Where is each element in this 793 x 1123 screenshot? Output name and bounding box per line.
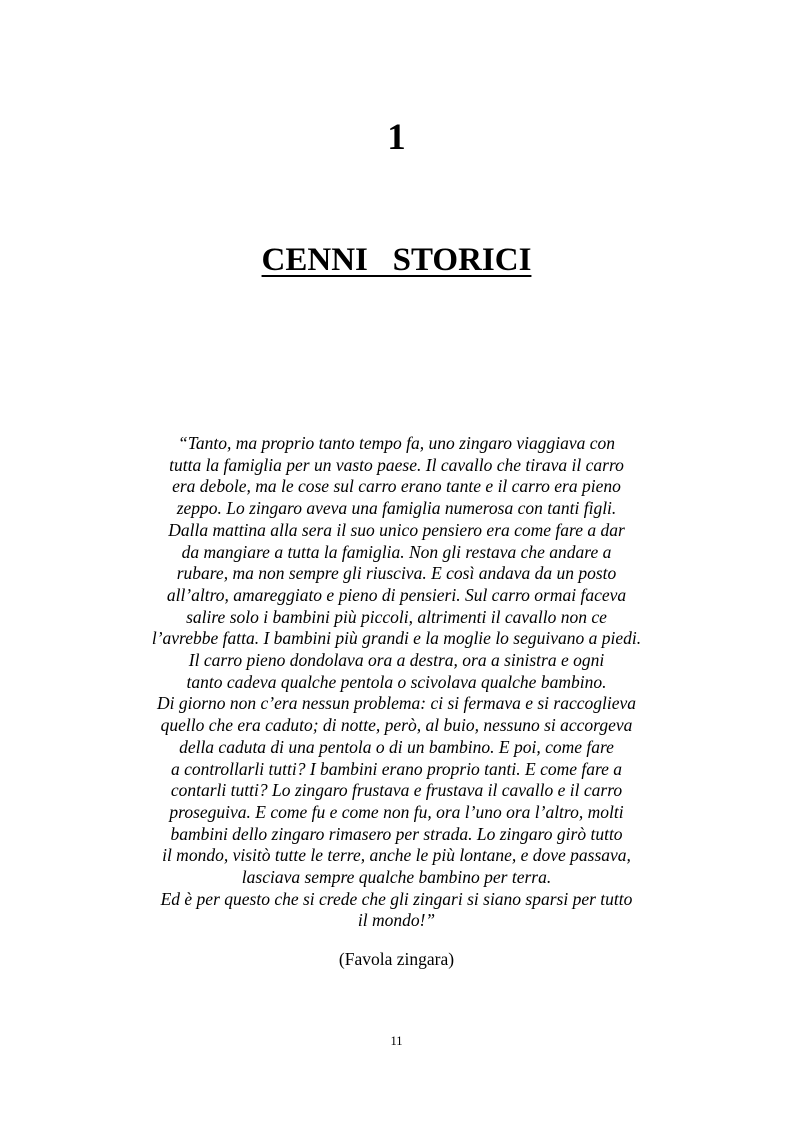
quote-line: contarli tutti? Lo zingaro frustava e frustava il cavallo e il carro bbox=[170, 780, 623, 801]
quote-line: salire solo i bambini più piccoli, altrimenti il cavallo non ce bbox=[186, 606, 607, 627]
quote-line: della caduta di una pentola o di un bambino. E poi, come fare bbox=[179, 736, 614, 757]
quote-attribution: (Favola zingara) bbox=[338, 949, 455, 969]
quote-line: Ed è per questo che si crede che gli zingari si siano sparsi per tutto bbox=[160, 888, 633, 909]
quote-line: zeppo. Lo zingaro aveva una famiglia numerosa con tanti figli. bbox=[176, 498, 617, 519]
quote-line: quello che era caduto; di notte, però, al buio, nessuno si accorgeva bbox=[160, 715, 633, 736]
quote-line: tanto cadeva qualche pentola o scivolava qualche bambino. bbox=[186, 671, 607, 692]
quote-line: Il carro pieno dondolava ora a destra, ora a sinistra e ogni bbox=[188, 650, 605, 671]
quote-line: Dalla mattina alla sera il suo unico pensiero era come fare a dar bbox=[168, 519, 625, 540]
page-number: 11 bbox=[390, 1034, 403, 1048]
quote-line: lasciava sempre qualche bambino per terra. bbox=[241, 867, 552, 888]
quote-line: proseguiva. E come fu e come non fu, ora l’uno ora l’altro, molti bbox=[169, 801, 624, 822]
quote-line: bambini dello zingaro rimasero per strada. Lo zingaro girò tutto bbox=[170, 823, 623, 844]
quote-line: tutta la famiglia per un vasto paese. Il cavallo che tirava il carro bbox=[169, 454, 624, 475]
quote-line: il mondo, visitò tutte le terre, anche le più lontane, e dove passava, bbox=[162, 845, 631, 866]
quote-line: era debole, ma le cose sul carro erano tante e il carro era pieno bbox=[172, 476, 621, 497]
quote-line: rubare, ma non sempre gli riusciva. E così andava da un posto bbox=[176, 563, 617, 584]
epigraph-quote bbox=[100, 433, 693, 932]
chapter-number: 1 bbox=[387, 117, 406, 158]
quote-line: il mondo!” bbox=[357, 910, 436, 931]
quote-line: “Tanto, ma proprio tanto tempo fa, uno zingaro viaggiava con bbox=[177, 433, 616, 453]
quote-line: l’avrebbe fatta. I bambini più grandi e la moglie lo seguivano a piedi. bbox=[151, 628, 642, 649]
chapter-title: CENNI STORICI bbox=[261, 242, 532, 278]
quote-line: all’altro, amareggiato e pieno di pensieri. Sul carro ormai faceva bbox=[166, 584, 627, 605]
quote-line: da mangiare a tutta la famiglia. Non gli restava che andare a bbox=[181, 541, 612, 562]
quote-line: Di giorno non c’era nessun problema: ci si fermava e si raccoglieva bbox=[156, 693, 637, 714]
quote-line: a controllarli tutti? I bambini erano proprio tanti. E come fare a bbox=[170, 758, 623, 779]
